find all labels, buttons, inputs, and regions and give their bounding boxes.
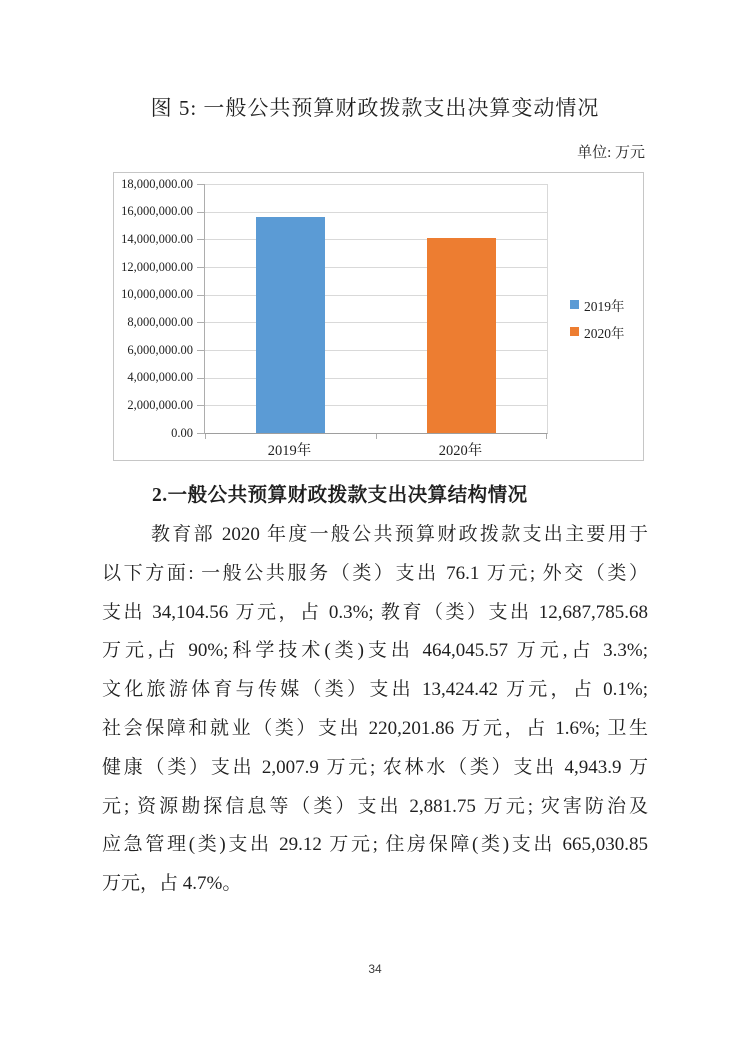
x-tick-mark — [376, 434, 377, 439]
y-tick-label: 18,000,000.00 — [121, 176, 193, 191]
legend-label: 2019年 — [584, 298, 625, 314]
y-tick-mark — [197, 239, 205, 240]
y-tick-label: 6,000,000.00 — [127, 342, 193, 357]
paragraph-line: 以下方面: 一般公共服务（类）支出 76.1 万元; 外交（类） — [102, 562, 648, 584]
paragraph-line: 元; 资源勘探信息等（类）支出 2,881.75 万元; 灾害防治及 — [102, 795, 648, 817]
paragraph-line: 社会保障和就业（类）支出 220,201.86 万元，占 1.6%; 卫生 — [102, 717, 648, 739]
y-tick-label: 8,000,000.00 — [127, 314, 193, 329]
body-paragraph — [102, 516, 648, 904]
paragraph-line: 教育部 2020 年度一般公共预算财政拨款支出主要用于 — [151, 524, 648, 545]
chart-legend — [570, 291, 625, 345]
y-tick-mark — [197, 295, 205, 296]
paragraph-line: 应急管理(类)支出 29.12 万元; 住房保障(类)支出 665,030.85 — [102, 834, 648, 856]
paragraph-line: 健康（类）支出 2,007.9 万元; 农林水（类）支出 4,943.9 万 — [102, 756, 648, 778]
gridline — [205, 212, 547, 213]
y-tick-mark — [197, 322, 205, 323]
unit-label: 单位: 万元 — [577, 145, 645, 161]
paragraph-line: 万元,占 90%;科学技术(类)支出 464,045.57 万元,占 3.3%; — [102, 640, 648, 662]
x-category-label: 2020年 — [438, 443, 483, 459]
paragraph-line: 文化旅游体育与传媒（类）支出 13,424.42 万元，占 0.1%; — [102, 679, 648, 701]
legend-color-swatch-icon — [570, 327, 579, 336]
y-tick-mark — [197, 378, 205, 379]
figure-title: 图 5: 一般公共预算财政拨款支出决算变动情况 — [150, 96, 600, 120]
gridline — [205, 184, 547, 185]
y-tick-mark — [197, 267, 205, 268]
x-category-label: 2019年 — [267, 443, 312, 459]
legend-label: 2020年 — [584, 325, 625, 341]
section-heading: 2.一般公共预算财政拨款支出决算结构情况 — [152, 485, 528, 506]
y-tick-mark — [197, 184, 205, 185]
bar-2019年 — [256, 217, 325, 433]
x-tick-mark — [205, 434, 206, 439]
y-tick-label: 16,000,000.00 — [121, 204, 193, 219]
y-tick-label: 2,000,000.00 — [127, 397, 193, 412]
legend-color-swatch-icon — [570, 300, 579, 309]
plot-area — [204, 184, 548, 434]
page-number: 34 — [368, 962, 382, 976]
y-tick-mark — [197, 405, 205, 406]
y-tick-mark — [197, 350, 205, 351]
y-axis-labels — [120, 176, 193, 440]
paragraph-line: 万元，占 4.7%。 — [102, 873, 242, 895]
y-tick-mark — [197, 212, 205, 213]
y-tick-mark — [197, 433, 205, 434]
legend-item — [570, 291, 625, 318]
y-tick-label: 4,000,000.00 — [127, 370, 193, 385]
y-tick-label: 12,000,000.00 — [121, 259, 193, 274]
bar-2020年 — [427, 238, 496, 433]
x-tick-mark — [546, 434, 547, 439]
y-tick-label: 14,000,000.00 — [121, 231, 193, 246]
y-tick-label: 10,000,000.00 — [121, 287, 193, 302]
y-tick-label: 0.00 — [171, 425, 193, 440]
bar-chart — [113, 172, 644, 461]
legend-item — [570, 318, 625, 345]
paragraph-line: 支出 34,104.56 万元，占 0.3%; 教育（类）支出 12,687,785.68 — [102, 601, 648, 623]
